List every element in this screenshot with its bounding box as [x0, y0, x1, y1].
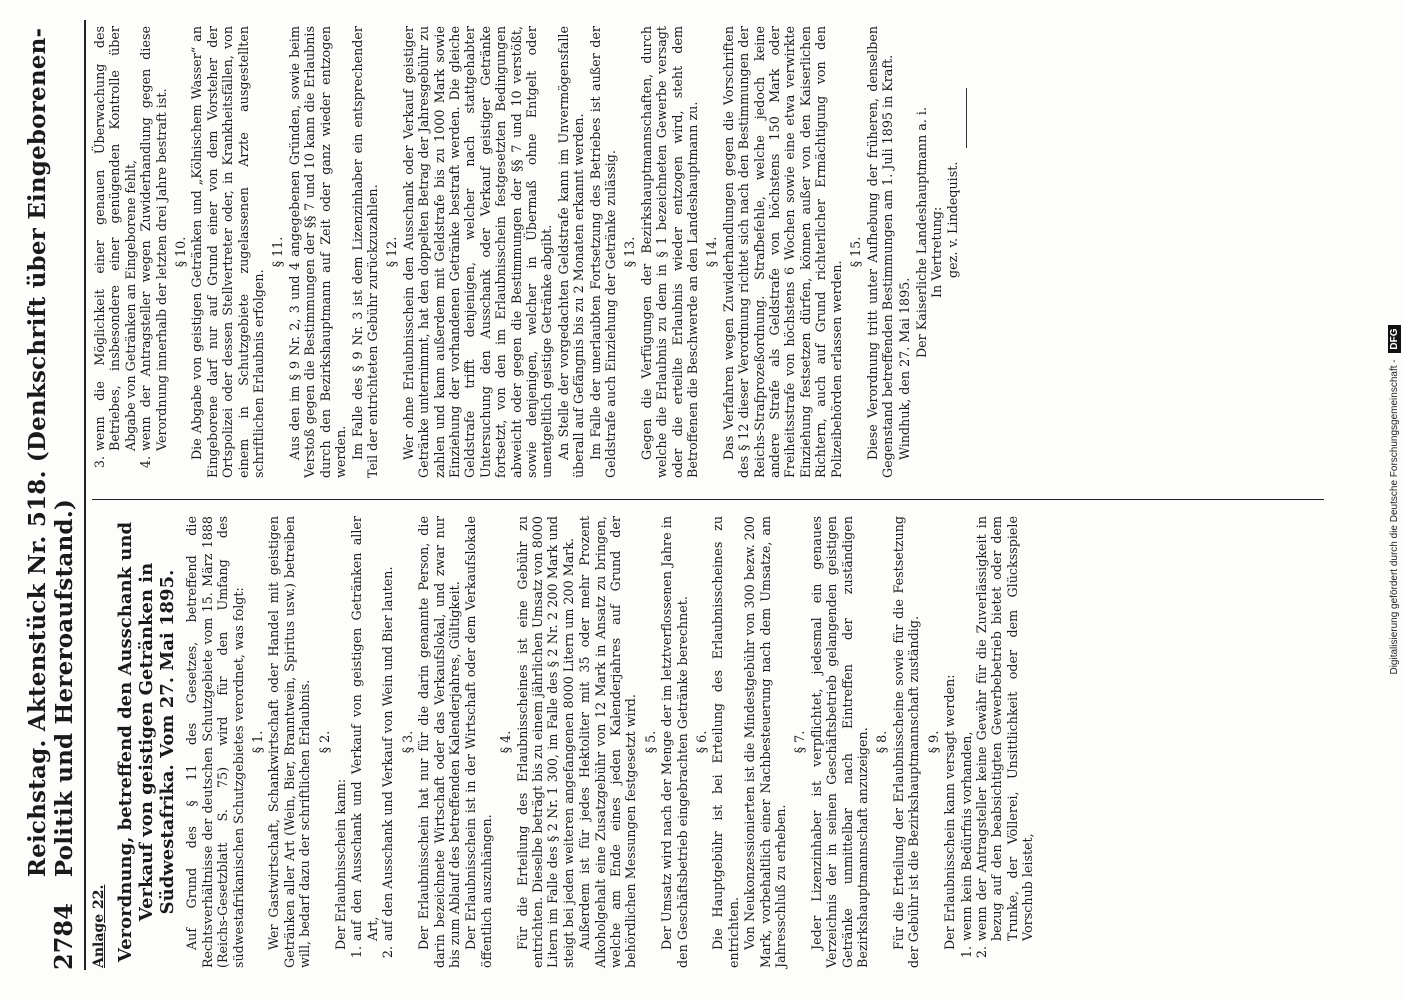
list-item-number: 1.	[958, 946, 974, 959]
list-item-text: wenn der Antragsteller wegen Zuwiderhandlung gegen diese Verordnung innerhalb der letzten drei Jahre bestraft ist.	[138, 26, 169, 451]
section-heading: § 3.	[399, 730, 415, 754]
section-paragraph: Das Verfahren wegen Zuwiderhandlungen gegen die Vorschriften des § 12 dieser Verordnung richtet sich nach den Bestimmungen der Reichs-Strafprozeßordnung. Strafbefehle, welche jedoch keine andere Strafe als Geldstrafe von höchstens 150 Mark oder Freiheitsstrafe von höchstens 6 Wochen sowie eine etwa verwirkte Einziehung festsetzen dürfen, können außer von den Kaiserlichen Richtern, auch auf Grund richterlicher Ermächtigung von den Polizeibehörden erlassen werden.	[720, 26, 844, 478]
section-paragraph: Gegen die Verfügungen der Bezirkshauptmannschaften, durch welche die Erlaubnis zu dem in § 1 bezeichneten Gewerbe versagt oder die erteilte Erlaubnis wieder entzogen wird, steht dem Betroffenen die Beschwerde an den Landeshauptmann zu.	[638, 26, 701, 478]
digitization-note	[1386, 0, 1404, 1000]
list-item-text: auf den Ausschank und Verkauf von geistigen Getränken aller Art,	[349, 516, 380, 941]
section-paragraph: Der Umsatz wird nach der Menge der im letztverflossenen Jahre in den Geschäftsbetrieb eingebrachten Getränke berechnet.	[659, 516, 690, 968]
section-paragraph: An Stelle der vorgedachten Geldstrafe kann im Unvermögensfalle überall auf Gefängnis bis zu 2 Monaten erkannt werden.	[555, 26, 587, 478]
section-heading: § 9.	[925, 730, 941, 754]
section-heading: § 12.	[384, 236, 400, 268]
dfg-badge: DFG	[1388, 325, 1401, 352]
section-heading: § 4.	[498, 730, 514, 754]
list-item-number: 2.	[380, 946, 396, 959]
section-heading: § 14.	[704, 236, 720, 268]
list-item-text: wenn die Möglichkeit einer genauen Überwachung des Betriebes, insbesondere einer genügenden Kontrolle über Abgabe von Getränken an Eingeborene fehlt,	[92, 26, 138, 451]
list-item-number: 1.	[349, 946, 365, 959]
section-paragraph: Der Erlaubnisschein hat nur für die darin genannte Person, die darin bezeichnete Wirtschaft oder das Verkaufslokal, und zwar nur bis zum Ablauf des betreffenden Kalenderjahres, Gültigkeit.	[416, 516, 462, 968]
section-heading: § 2.	[316, 730, 332, 754]
section-paragraph: Der Erlaubnisschein kann:	[333, 778, 349, 950]
column-divider	[92, 499, 1324, 500]
ordinance-title: Verordnung, betreffend den Ausschank und Verkauf von geistigen Getränken in Südwestafrika. Vom 27. Mai 1895.	[115, 521, 179, 963]
digitization-note-text: Digitalisierung gefördert durch die Deutsche Forschungsgemeinschaft -	[1389, 359, 1400, 675]
section-paragraph: Der Erlaubnisschein kann versagt werden:	[942, 674, 958, 950]
list-item-number: 2.	[973, 946, 989, 959]
section-heading: § 13.	[622, 236, 638, 268]
section-heading: § 15.	[848, 236, 864, 268]
page-header	[26, 20, 86, 970]
list-item	[92, 26, 138, 478]
authority-line: Der Kaiserliche Landeshauptmann a. i.	[913, 106, 929, 358]
closing-rule	[966, 88, 967, 148]
section-paragraph: Für die Erteilung der Erlaubnisscheine sowie für die Festsetzung der Gebühr ist die Bezirkshauptmannschaft zuständig.	[890, 516, 922, 968]
section-heading: § 7.	[792, 730, 808, 754]
deputy-line: In Vertretung:	[929, 206, 945, 298]
left-column	[92, 516, 1036, 968]
section-paragraph: Im Falle der unerlaubten Fortsetzung des Betriebes ist außer der Geldstrafe auch Einziehung der Getränke zulässig.	[587, 26, 618, 478]
list-item-text: wenn der Antragsteller keine Gewähr für die Zuverlässigkeit in bezug auf den beabsichtigten Gewerbebetrieb bietet oder dem Trunke, der Völlerei, Unsittlichkeit oder dem Glücksspiele Vorschub leistet,	[973, 516, 1036, 941]
anlage-label: Anlage 22.	[91, 884, 107, 968]
section-paragraph: Von Neukonzessionierten ist die Mindestgebühr von 300 bezw. 200 Mark, vorbehaltlich einer Nachbesteuerung nach dem Umsatze, am Jahresschluß zu erheben.	[742, 516, 789, 968]
section-heading: § 8.	[874, 730, 890, 754]
list-item-text: auf den Ausschank und Verkauf von Wein und Bier lauten.	[380, 566, 396, 941]
digitization-note-text-wrap	[1386, 0, 1404, 1000]
section-heading: § 1.	[250, 730, 266, 754]
place-date: Windhuk, den 27. Mai 1895.	[897, 277, 913, 460]
list-item	[974, 516, 1036, 968]
section-heading: § 6.	[694, 730, 709, 754]
list-item	[138, 26, 169, 478]
section-paragraph: Die Abgabe von geistigen Getränken und „Kölnischem Wasser“ an Eingeborene darf nur auf Grund einer von dem Vorsteher der Ortspolizei oder dessen Stellvertreter oder, in Krankheitsfällen, von einem in Schutzgebiete zugelassenen Arzte ausgestellten schriftlichen Erlaubnis erfolgen.	[189, 26, 267, 478]
list-item-text: wenn kein Bedürfnis vorhanden,	[958, 731, 974, 941]
section-paragraph: Jeder Lizenzinhaber ist verpflichtet, jedesmal ein genaues Verzeichnis der in seinen Geschäftsbetrieb gelangenden geistigen Getränke unmittelbar nach Eintreffen der zuständigen Bezirkshauptmannschaft anzuzeigen.	[808, 516, 871, 968]
section-paragraph: Im Falle des § 9 Nr. 3 ist dem Lizenzinhaber ein entsprechender Teil der entrichteten Gebühr zurückzuzahlen.	[349, 26, 380, 478]
section-paragraph: Der Erlaubnisschein ist in der Wirtschaft oder dem Verkaufslokale öffentlich auszuhängen.	[463, 516, 494, 968]
section-paragraph: Außerdem ist für jedes Hektoliter mit 35 oder mehr Prozent Alkoholgehalt eine Zusatzgebühr von 12 Mark in Ansatz zu bringen, welche am Ende eines jeden Kalenderjahres auf Grund der behördlichen Messungen festgesetzt wird.	[577, 516, 639, 968]
section-paragraph: Die Hauptgebühr ist bei Erteilung des Erlaubnisscheines zu entrichten.	[710, 516, 741, 968]
list-item	[380, 516, 395, 968]
list-item	[959, 516, 974, 968]
section-paragraph: Für die Erteilung des Erlaubnisscheines ist eine Gebühr zu entrichten. Dieselbe beträgt bis zu einem jährlichen Umsatz von 8000 Litern im Falle des § 2 Nr. 1 300, im Falle des § 2 Nr. 2 200 Mark und steigt bei jeden weiteren angefangenen 8000 Litern um 200 Mark.	[514, 516, 576, 968]
section-heading: § 11.	[270, 236, 286, 268]
section-paragraph: Aus den im § 9 Nr. 2, 3 und 4 angegebenen Gründen, sowie beim Verstoß gegen die Bestimmungen der §§ 7 und 10 kann die Erlaubnis durch den Bezirkshauptmann auf Zeit oder ganz wieder entzogen werden.	[286, 26, 349, 478]
list-item	[349, 516, 380, 968]
section-paragraph: Wer ohne Erlaubnisschein den Ausschank oder Verkauf geistiger Getränke unternimmt, hat den doppelten Betrag der Jahresgebühr zu zahlen und kann außerdem mit Geldstrafe bis zu 1000 Mark sowie Einziehung der vorhandenen Getränke bestraft werden. Die gleiche Geldstrafe trifft denjenigen, welcher nach stattgehabter Untersuchung den Ausschank oder Verkauf geistiger Getränke fortsetzt, von den im Erlaubnisschein festgesetzten Bedingungen abweicht oder gegen die Bestimmungen der §§ 7 und 10 verstößt, sowie denjenigen, welcher in Übermaß ohne Entgelt oder unentgeltlich geistige Getränke abgibt.	[400, 26, 555, 478]
section-heading: § 10.	[173, 236, 189, 268]
signature-line: gez. v. Lindequist.	[944, 161, 960, 278]
section-paragraph: Diese Verordnung tritt unter Aufhebung der früheren, denselben Gegenstand betreffenden Bestimmungen am 1. Juli 1895 in Kraft.	[864, 26, 895, 478]
section-paragraph: Wer Gastwirtschaft, Schankwirtschaft oder Handel mit geistigen Getränken aller Art (Wein, Bier, Branntwein, Spiritus usw.) betreiben will, bedarf dazu der schriftlichen Erlaubnis.	[266, 516, 313, 968]
right-column	[92, 26, 967, 478]
intro-paragraph: Auf Grund des § 11 des Gesetzes, betreffend die Rechtsverhältnisse der deutschen Schutzgebiete vom 15. März 1888 (Reichs-Gesetzblatt S. 75) wird für den Umfang des südwestafrikanischen Schutzgebietes verordnet, was folgt:	[184, 516, 246, 968]
list-item-number: 3.	[92, 456, 107, 469]
running-title: Reichstag. Aktenstück Nr. 518. (Denkschrift über Eingeborenen-Politik und Hereroaufstand.)	[24, 27, 78, 878]
section-heading: § 5.	[642, 730, 658, 754]
list-item-number: 4.	[138, 456, 154, 469]
page-number: 2784	[49, 903, 78, 970]
